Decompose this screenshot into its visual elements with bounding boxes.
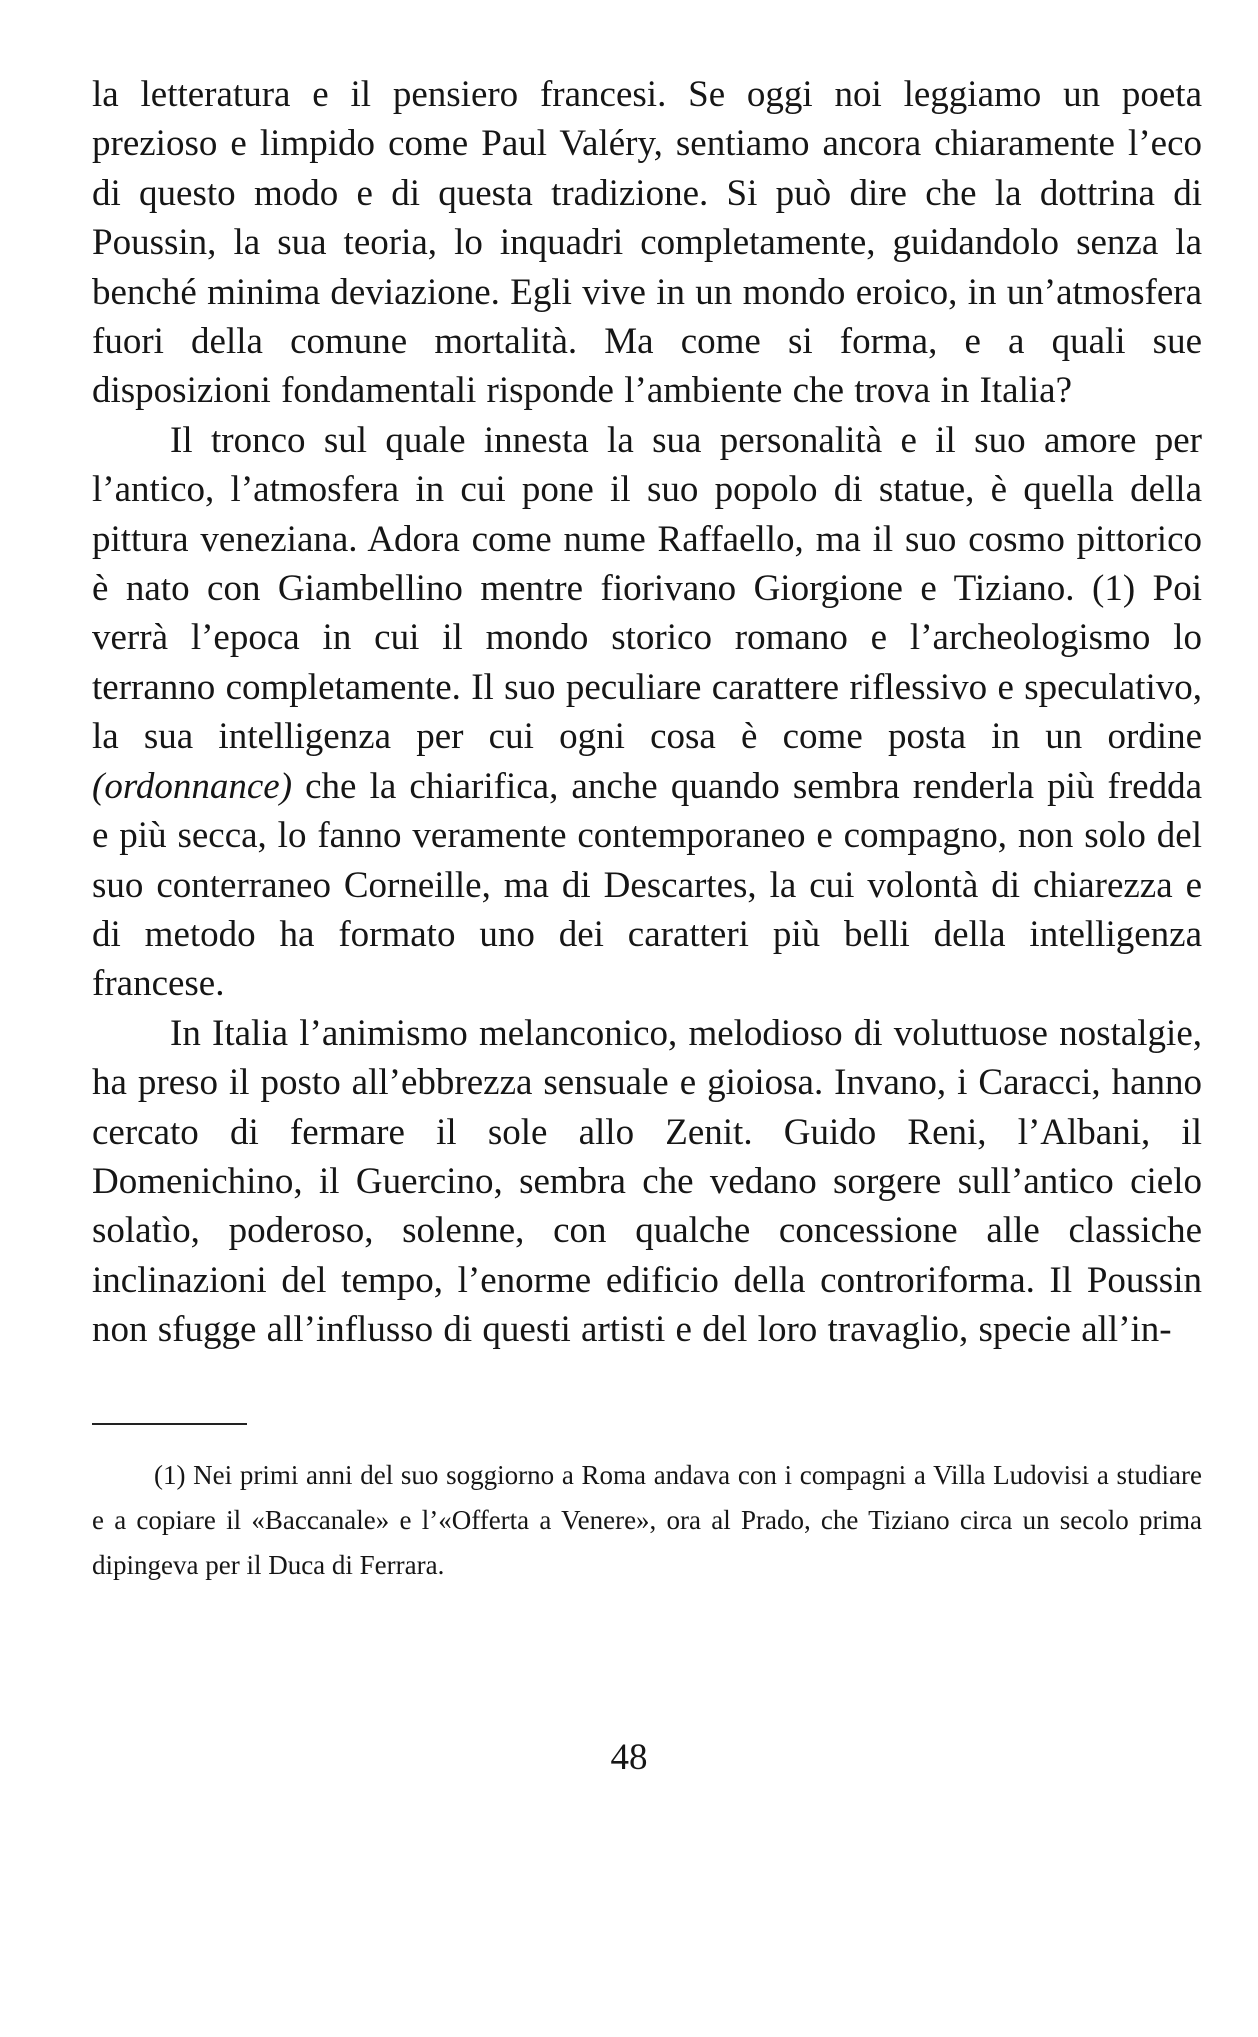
main-text bbox=[92, 70, 1202, 1355]
paragraph-2-part-1: Il tronco sul quale innesta la sua personalità e il suo amore per l’antico, l’atmosfera in cui pone il suo popolo di statue, è quella della pittura veneziana. Adora come nume Raffaello, ma il suo cosmo pittorico è nato con Giambellino mentre fiorivano Giorgione e Tiziano. bbox=[92, 419, 1202, 610]
page-number: 48 bbox=[610, 1737, 648, 1778]
book-page bbox=[92, 70, 1202, 1588]
footnote-text: (1) Nei primi anni del suo soggiorno a Roma andava con i compagni a Villa Ludovisi a studiare e a copiare il «Baccanale» e l’«Offerta a Venere», ora al Prado, che Tiziano circa un secolo prima dipingeva per il Duca di Ferrara. bbox=[92, 1459, 1202, 1580]
footnote-reference: (1) bbox=[1092, 568, 1136, 610]
paragraph-3: In Italia l’animismo melanconico, melodioso di voluttuose nostalgie, ha preso il posto all’ebbrezza sensuale e gioiosa. Invano, i Caracci, hanno cercato di fermare il sole allo Zenit. Guido Reni, l’Albani, il Domenichino, il Guercino, sembra che vedano sorgere sull’antico cielo solatìo, poderoso, solenne, con qualche concessione alle classiche inclinazioni del tempo, l’enorme edificio della controriforma. Il Poussin non sfugge all’influsso di questi artisti e del loro travaglio, specie all’in- bbox=[92, 1012, 1202, 1351]
paragraph-2-part-3: che la chiarifica, anche quando sembra renderla più fredda e più secca, lo fanno veramente contemporaneo e compagno, non solo del suo conterraneo Corneille, ma di Descartes, la cui volontà di chiarezza e di metodo ha formato uno dei caratteri più belli della intelligenza francese. bbox=[92, 765, 1202, 1005]
footnote-divider bbox=[92, 1423, 247, 1425]
italic-term-ordonnance: (ordonnance) bbox=[92, 765, 293, 807]
paragraph-2 bbox=[92, 416, 1202, 1009]
footnote bbox=[92, 1453, 1202, 1588]
paragraph-1: la letteratura e il pensiero francesi. Se oggi noi leggiamo un poeta prezioso e limpido come Paul Valéry, sentiamo ancora chiaramente l’eco di questo modo e di questa tradizione. Si può dire che la dottrina di Poussin, la sua teoria, lo inquadri completamente, guidandolo senza la benché minima deviazione. Egli vive in un mondo eroico, in un’atmosfera fuori della comune mortalità. Ma come si forma, e a quali sue disposizioni fondamentali risponde l’ambiente che trova in Italia? bbox=[92, 74, 1202, 412]
paragraph-2-part-2: Poi verrà l’epoca in cui il mondo storico romano e l’archeologismo lo terranno completamente. Il suo peculiare carattere riflessivo e speculativo, la sua intelligenza per cui ogni cosa è come posta in un ordine bbox=[92, 568, 1202, 758]
